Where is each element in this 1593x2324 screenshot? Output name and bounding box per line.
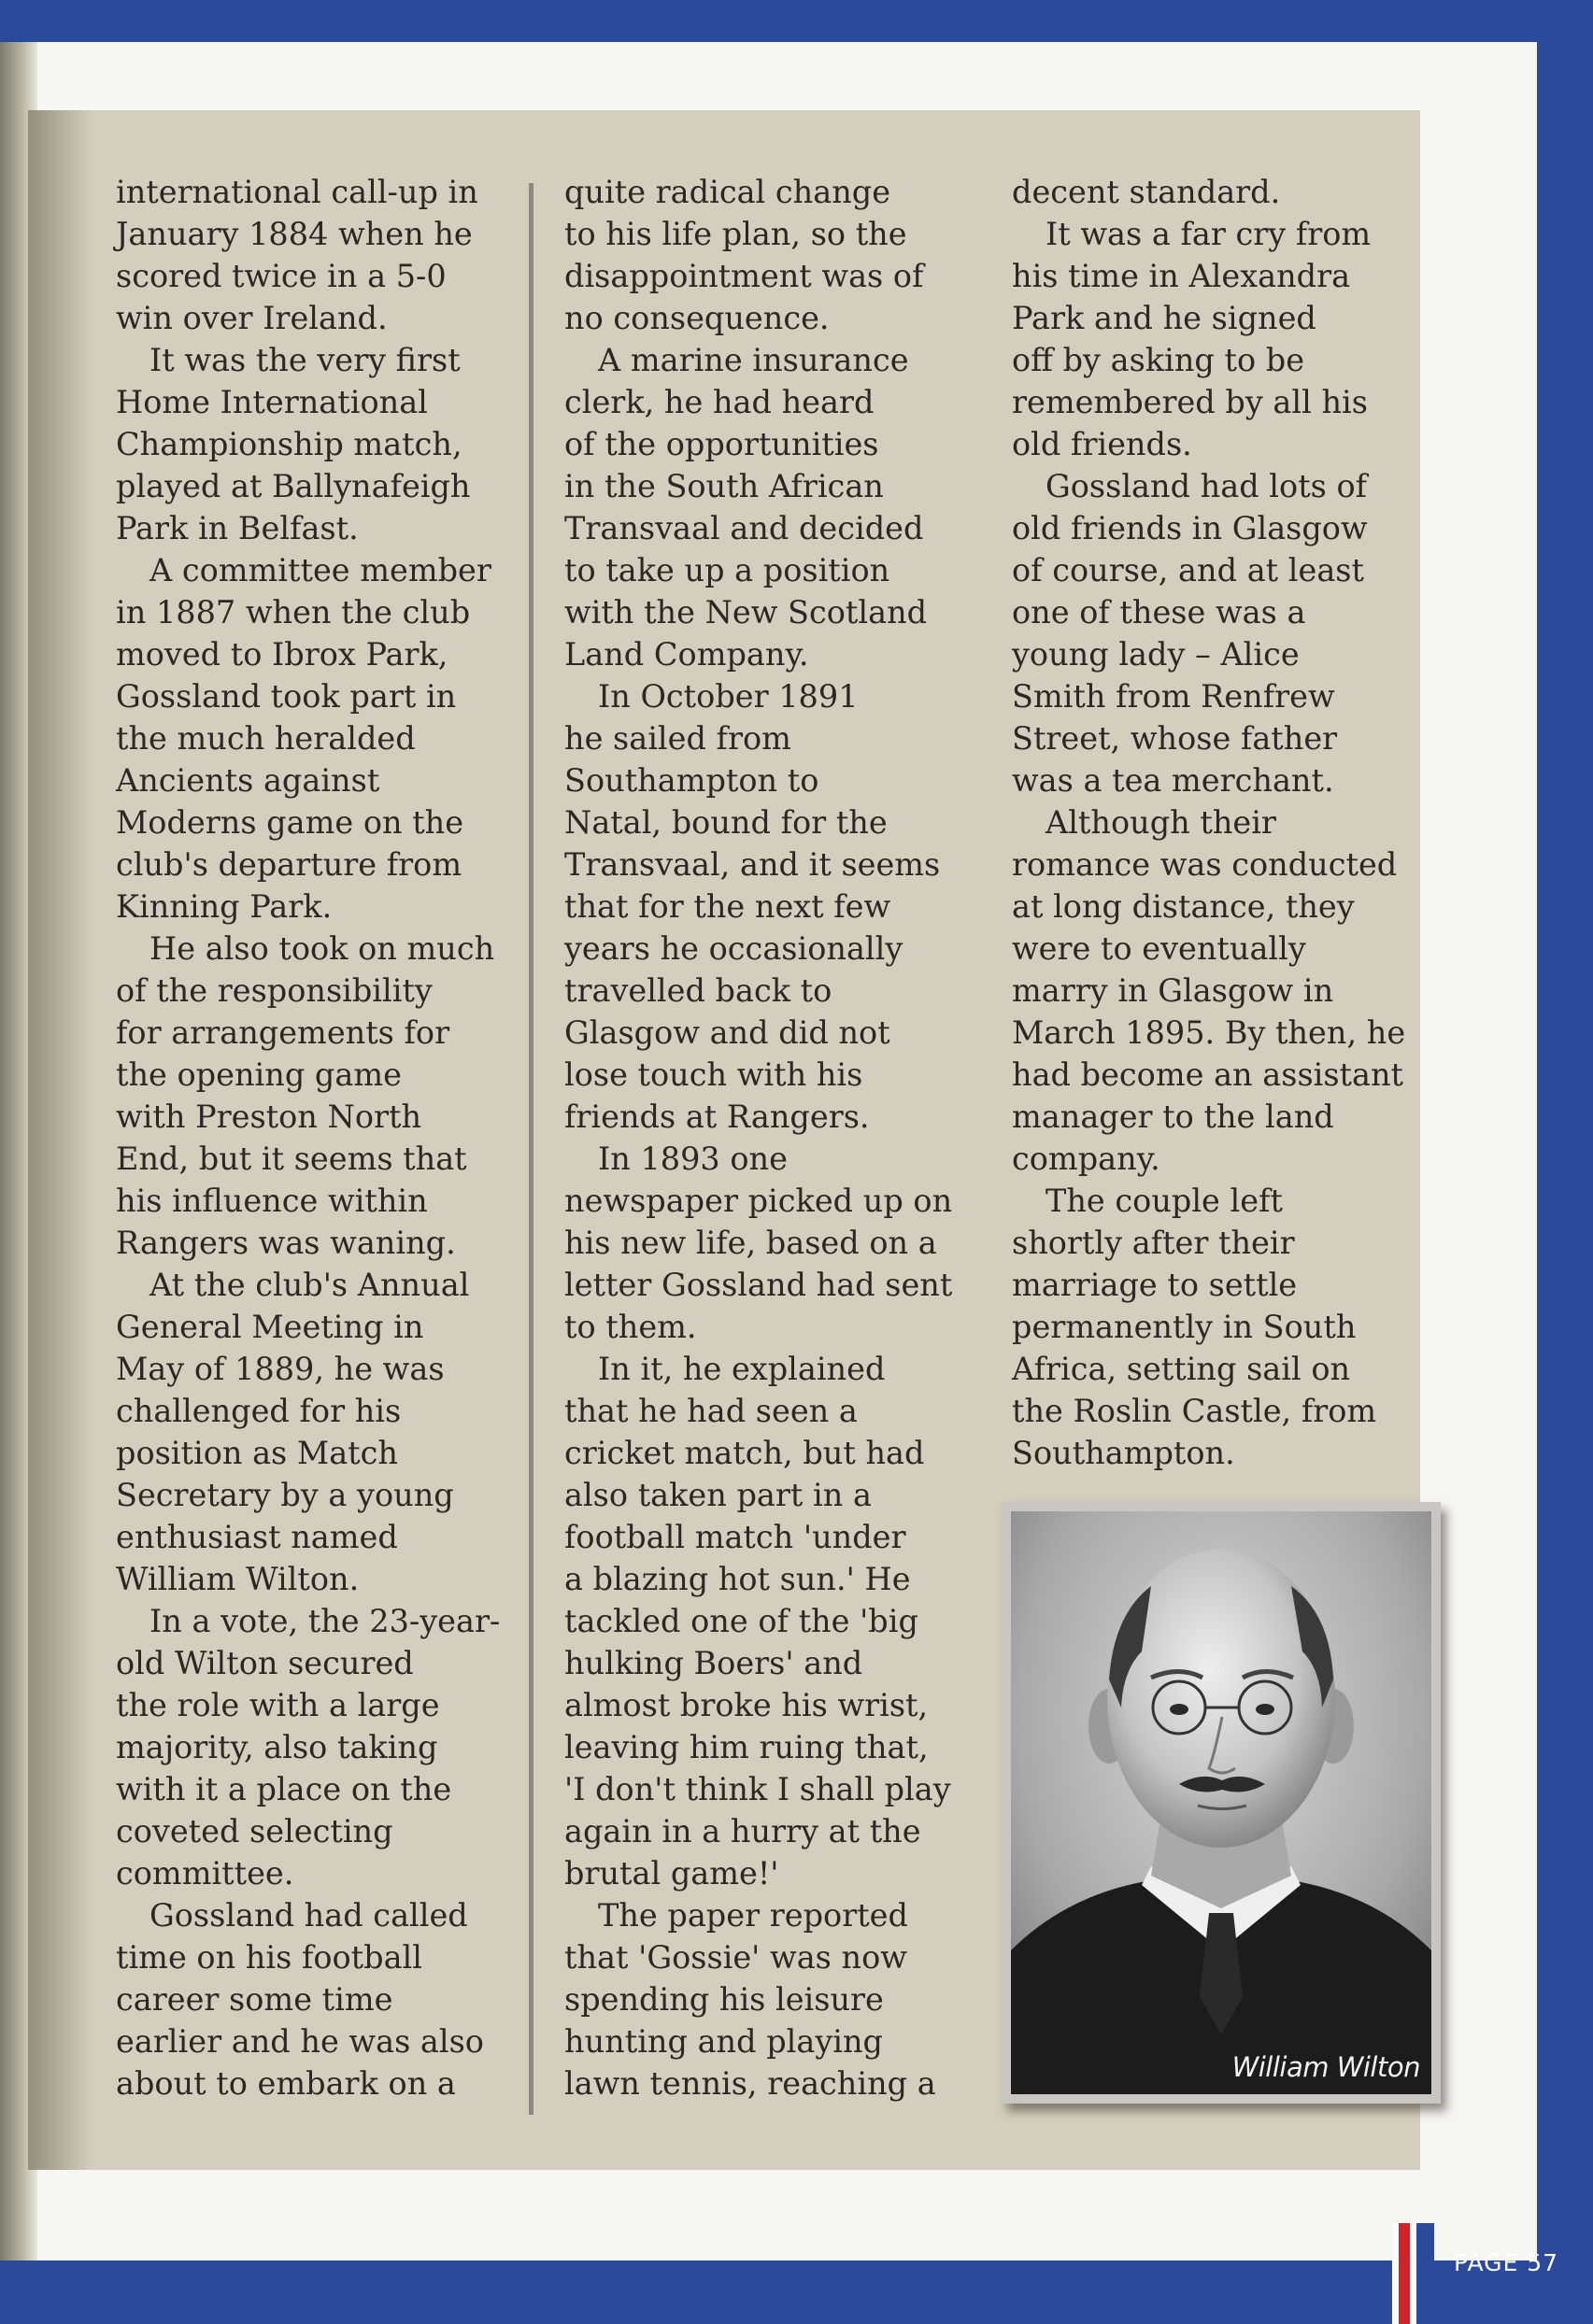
text-line: old friends.: [1012, 426, 1192, 462]
text-line: letter Gossland had sent: [564, 1267, 953, 1303]
text-line: in 1887 when the club: [116, 594, 471, 631]
page-number: PAGE 57: [1454, 2249, 1559, 2276]
text-line: Moderns game on the: [116, 804, 464, 841]
text-line: remembered by all his: [1012, 384, 1368, 420]
portrait-photo: [1011, 1511, 1431, 2094]
text-line: Gossland took part in: [116, 678, 457, 715]
text-line: In a vote, the 23-year-: [149, 1603, 501, 1639]
text-line: almost broke his wrist,: [564, 1687, 929, 1723]
text-line: international call-up in: [116, 174, 478, 210]
text-line: Gossland had called: [149, 1897, 468, 1934]
text-line: scored twice in a 5-0: [116, 258, 447, 294]
text-line: with it a place on the: [116, 1771, 452, 1807]
text-line: also taken part in a: [564, 1477, 872, 1513]
text-line: Gossland had lots of: [1045, 468, 1368, 504]
text-line: shortly after their: [1012, 1225, 1295, 1261]
text-line: at long distance, they: [1012, 888, 1355, 925]
text-line: in the South African: [564, 468, 884, 504]
text-line: hunting and playing: [564, 2023, 884, 2060]
text-line: his new life, based on a: [564, 1225, 937, 1261]
text-line: that 'Gossie' was now: [564, 1939, 907, 1976]
text-line: lawn tennis, reaching a: [564, 2065, 936, 2102]
text-line: time on his football: [116, 1939, 422, 1976]
text-line: with the New Scotland: [564, 594, 928, 631]
text-line: no consequence.: [564, 300, 830, 336]
text-line: majority, also taking: [116, 1729, 438, 1765]
text-line: one of these was a: [1012, 594, 1306, 631]
footer-stripe: [1410, 2223, 1416, 2324]
text-line: were to eventually: [1012, 930, 1306, 967]
text-line: Ancients against: [116, 762, 380, 799]
text-line: a blazing hot sun.' He: [564, 1561, 911, 1597]
text-line: Natal, bound for the: [564, 804, 888, 841]
text-line: company.: [1012, 1141, 1160, 1177]
text-line: Southampton to: [564, 762, 819, 799]
text-line: The paper reported: [598, 1897, 908, 1934]
text-line: 'I don't think I shall play: [564, 1771, 951, 1807]
text-line: permanently in South: [1012, 1309, 1357, 1345]
text-line: travelled back to: [564, 972, 832, 1009]
text-line: decent standard.: [1012, 174, 1281, 210]
footer-stripes: [1392, 2223, 1434, 2324]
text-line: romance was conducted: [1012, 846, 1398, 883]
text-line: Although their: [1045, 804, 1276, 841]
text-line: his influence within: [116, 1183, 428, 1219]
text-line: enthusiast named: [116, 1519, 398, 1555]
text-line: he sailed from: [564, 720, 791, 757]
text-line: Southampton.: [1012, 1435, 1235, 1471]
text-line: disappointment was of: [564, 258, 924, 294]
text-line: off by asking to be: [1012, 342, 1305, 378]
text-line: General Meeting in: [116, 1309, 424, 1345]
text-line: of course, and at least: [1012, 552, 1364, 588]
text-line: In it, he explained: [598, 1351, 886, 1387]
text-line: that he had seen a: [564, 1393, 858, 1429]
text-line: May of 1889, he was: [116, 1351, 445, 1387]
text-line: club's departure from: [116, 846, 462, 883]
text-line: to his life plan, so the: [564, 216, 907, 252]
article-column-1: [116, 171, 527, 2104]
column-divider-rule: [529, 183, 533, 2115]
text-line: young lady – Alice: [1012, 636, 1300, 673]
text-line: Championship match,: [116, 426, 462, 462]
text-line: coveted selecting: [116, 1813, 393, 1849]
text-line: It was the very first: [149, 342, 461, 378]
text-line: played at Ballynafeigh: [116, 468, 471, 504]
text-line: was a tea merchant.: [1012, 762, 1334, 799]
text-line: the opening game: [116, 1056, 402, 1093]
text-line: Kinning Park.: [116, 888, 333, 925]
text-line: tackled one of the 'big: [564, 1603, 918, 1639]
text-line: Rangers was waning.: [116, 1225, 456, 1261]
photo-caption: William Wilton: [1231, 2051, 1420, 2083]
text-line: Secretary by a young: [116, 1477, 454, 1513]
text-line: the role with a large: [116, 1687, 440, 1723]
text-line: Glasgow and did not: [564, 1014, 890, 1051]
text-line: to take up a position: [564, 552, 890, 588]
text-line: position as Match: [116, 1435, 398, 1471]
text-line: his time in Alexandra: [1012, 258, 1351, 294]
text-line: In October 1891: [598, 678, 859, 715]
text-line: old Wilton secured: [116, 1645, 414, 1681]
text-line: Transvaal and decided: [564, 510, 924, 546]
text-line: had become an assistant: [1012, 1056, 1404, 1093]
text-line: The couple left: [1045, 1183, 1283, 1219]
text-line: win over Ireland.: [116, 300, 388, 336]
text-line: earlier and he was also: [116, 2023, 484, 2060]
text-line: cricket match, but had: [564, 1435, 925, 1471]
text-line: Park in Belfast.: [116, 510, 359, 546]
footer-stripe: [1392, 2223, 1399, 2324]
article-column-2: [564, 171, 975, 2104]
text-line: to them.: [564, 1309, 697, 1345]
text-line: football match 'under: [564, 1519, 906, 1555]
text-line: of the responsibility: [116, 972, 433, 1009]
text-line: spending his leisure: [564, 1981, 884, 2018]
text-line: quite radical change: [564, 174, 891, 210]
text-line: marry in Glasgow in: [1012, 972, 1334, 1009]
text-line: challenged for his: [116, 1393, 402, 1429]
footer-stripe: [1416, 2223, 1434, 2324]
text-line: Smith from Renfrew: [1012, 678, 1335, 715]
text-line: committee.: [116, 1855, 294, 1892]
footer-stripe: [1399, 2223, 1410, 2324]
text-line: In 1893 one: [598, 1141, 788, 1177]
text-line: old friends in Glasgow: [1012, 510, 1368, 546]
text-line: marriage to settle: [1012, 1267, 1298, 1303]
text-line: for arrangements for: [116, 1014, 450, 1051]
text-line: Transvaal, and it seems: [564, 846, 941, 883]
portrait-illustration: [1011, 1511, 1431, 2094]
text-line: manager to the land: [1012, 1098, 1334, 1135]
text-line: hulking Boers' and: [564, 1645, 863, 1681]
text-line: that for the next few: [564, 888, 891, 925]
text-line: brutal game!': [564, 1855, 779, 1892]
text-line: March 1895. By then, he: [1012, 1014, 1406, 1051]
text-line: Home International: [116, 384, 428, 420]
text-line: Africa, setting sail on: [1012, 1351, 1351, 1387]
text-line: friends at Rangers.: [564, 1098, 870, 1135]
text-line: about to embark on a: [116, 2065, 456, 2102]
text-line: clerk, he had heard: [564, 384, 875, 420]
text-line: A committee member: [149, 552, 491, 588]
text-line: leaving him ruing that,: [564, 1729, 929, 1765]
text-line: lose touch with his: [564, 1056, 863, 1093]
panel-gutter-shadow: [28, 110, 93, 2170]
text-line: Street, whose father: [1012, 720, 1338, 757]
text-line: years he occasionally: [564, 930, 903, 967]
text-line: moved to Ibrox Park,: [116, 636, 448, 673]
text-line: End, but it seems that: [116, 1141, 467, 1177]
text-line: again in a hurry at the: [564, 1813, 921, 1849]
text-line: A marine insurance: [598, 342, 909, 378]
text-line: career some time: [116, 1981, 393, 2018]
text-line: He also took on much: [149, 930, 495, 967]
text-line: the much heralded: [116, 720, 416, 757]
article-column-3: [1012, 171, 1423, 1474]
text-line: newspaper picked up on: [564, 1183, 953, 1219]
text-line: Park and he signed: [1012, 300, 1316, 336]
text-line: It was a far cry from: [1045, 216, 1372, 252]
footer-band: [0, 2260, 1593, 2324]
text-line: January 1884 when he: [116, 216, 473, 252]
text-line: of the opportunities: [564, 426, 879, 462]
text-line: the Roslin Castle, from: [1012, 1393, 1377, 1429]
text-line: At the club's Annual: [149, 1267, 470, 1303]
text-line: Land Company.: [564, 636, 809, 673]
text-line: William Wilton.: [116, 1561, 360, 1597]
text-line: with Preston North: [116, 1098, 422, 1135]
